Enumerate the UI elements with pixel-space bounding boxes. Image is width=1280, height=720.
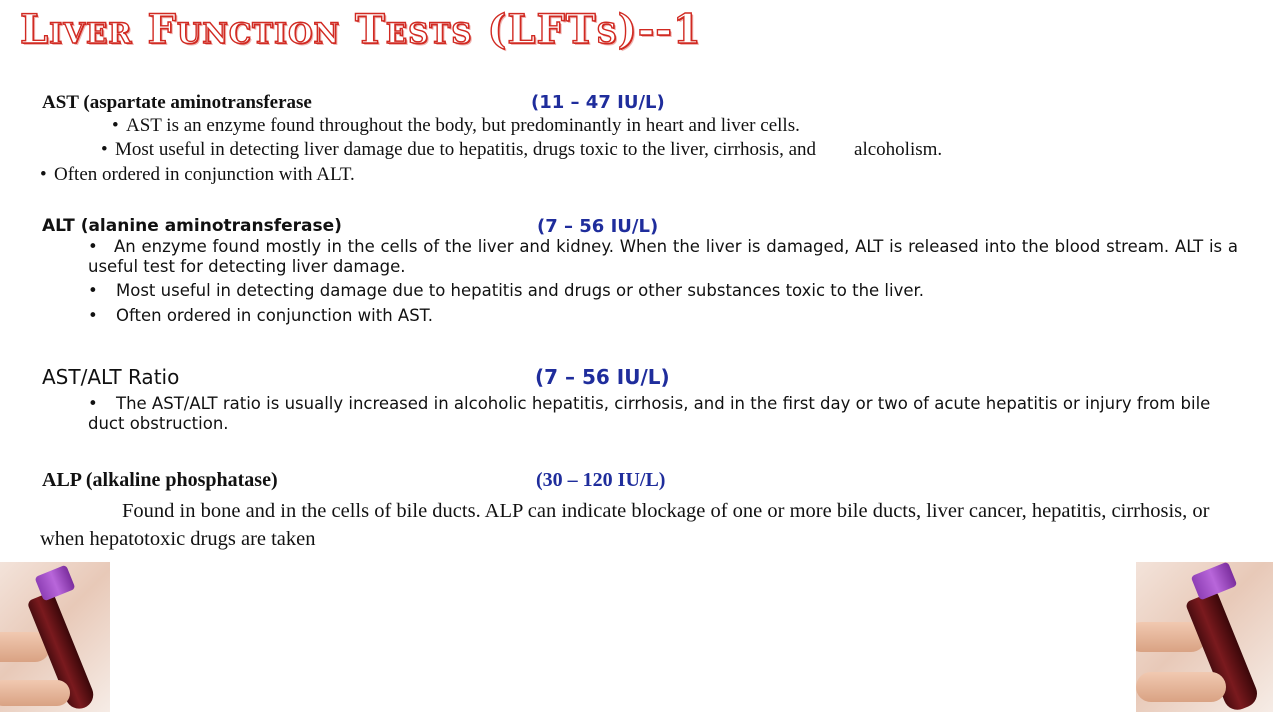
hand-shape	[0, 680, 70, 706]
ast-bullet-2	[101, 139, 942, 161]
ratio-bullet-1: • The AST/ALT ratio is usually increased in alcoholic hepatitis, cirrhosis, and in the first day or two of acute hepatitis or injury from bile duct obstruction.	[88, 394, 1211, 433]
alp-heading: ALP (alkaline phosphatase)	[42, 469, 278, 491]
alt-bullet-3: • Often ordered in conjunction with AST.	[88, 306, 434, 325]
alt-bullet-1-text: An enzyme found mostly in the cells of the liver and kidney. When the liver is damaged, ALT is released into the blood stream. ALT is a useful test for detecting liver damage.	[88, 237, 1238, 276]
ast-bullet-1	[112, 115, 800, 137]
ast-range: (11 – 47 IU/L)	[531, 92, 665, 113]
hand-shape	[1136, 672, 1226, 702]
alp-body: Found in bone and in the cells of bile ducts. ALP can indicate blockage of one or more bile ducts, liver cancer, hepatitis, cirrhosis, or when hepatotoxic drugs are taken	[40, 500, 1210, 550]
blood-tube-photo-right	[1136, 562, 1273, 712]
alt-bullet-2-text: Most useful in detecting damage due to hepatitis and drugs or other substances toxic to the liver.	[116, 281, 925, 300]
ratio-range: (7 – 56 IU/L)	[535, 365, 670, 389]
ast-bullet-2-text: Most useful in detecting liver damage due to hepatitis, drugs toxic to the liver, cirrhosis, and alcoholism.	[115, 139, 943, 160]
ast-bullet-3	[40, 164, 355, 186]
ast-bullet-1-text: AST is an enzyme found throughout the body, but predominantly in heart and liver cells.	[126, 115, 800, 136]
alt-range: (7 – 56 IU/L)	[537, 216, 659, 237]
ratio-bullet-1-text: The AST/ALT ratio is usually increased in alcoholic hepatitis, cirrhosis, and in the first day or two of acute hepatitis or injury from bile duct obstruction.	[88, 394, 1211, 433]
ratio-heading: AST/ALT Ratio	[42, 365, 180, 389]
alt-bullet-1: • An enzyme found mostly in the cells of the liver and kidney. When the liver is damaged, ALT is released into the blood stream. ALT is a useful test for detecting liver damage.	[88, 237, 1238, 276]
page-title: Liver Function Tests (LFTs)--1	[20, 6, 702, 53]
alt-bullet-3-text: Often ordered in conjunction with AST.	[116, 306, 434, 325]
blood-tube-photo-left	[0, 562, 110, 712]
alt-bullet-2: • Most useful in detecting damage due to hepatitis and drugs or other substances toxic to the liver.	[88, 281, 925, 300]
ast-heading: AST (aspartate aminotransferase	[42, 92, 312, 113]
alp-range: (30 – 120 IU/L)	[536, 469, 666, 491]
alt-heading: ALT (alanine aminotransferase)	[42, 216, 342, 236]
ast-bullet-3-text: Often ordered in conjunction with ALT.	[54, 164, 355, 185]
tube-cap	[1191, 562, 1238, 601]
